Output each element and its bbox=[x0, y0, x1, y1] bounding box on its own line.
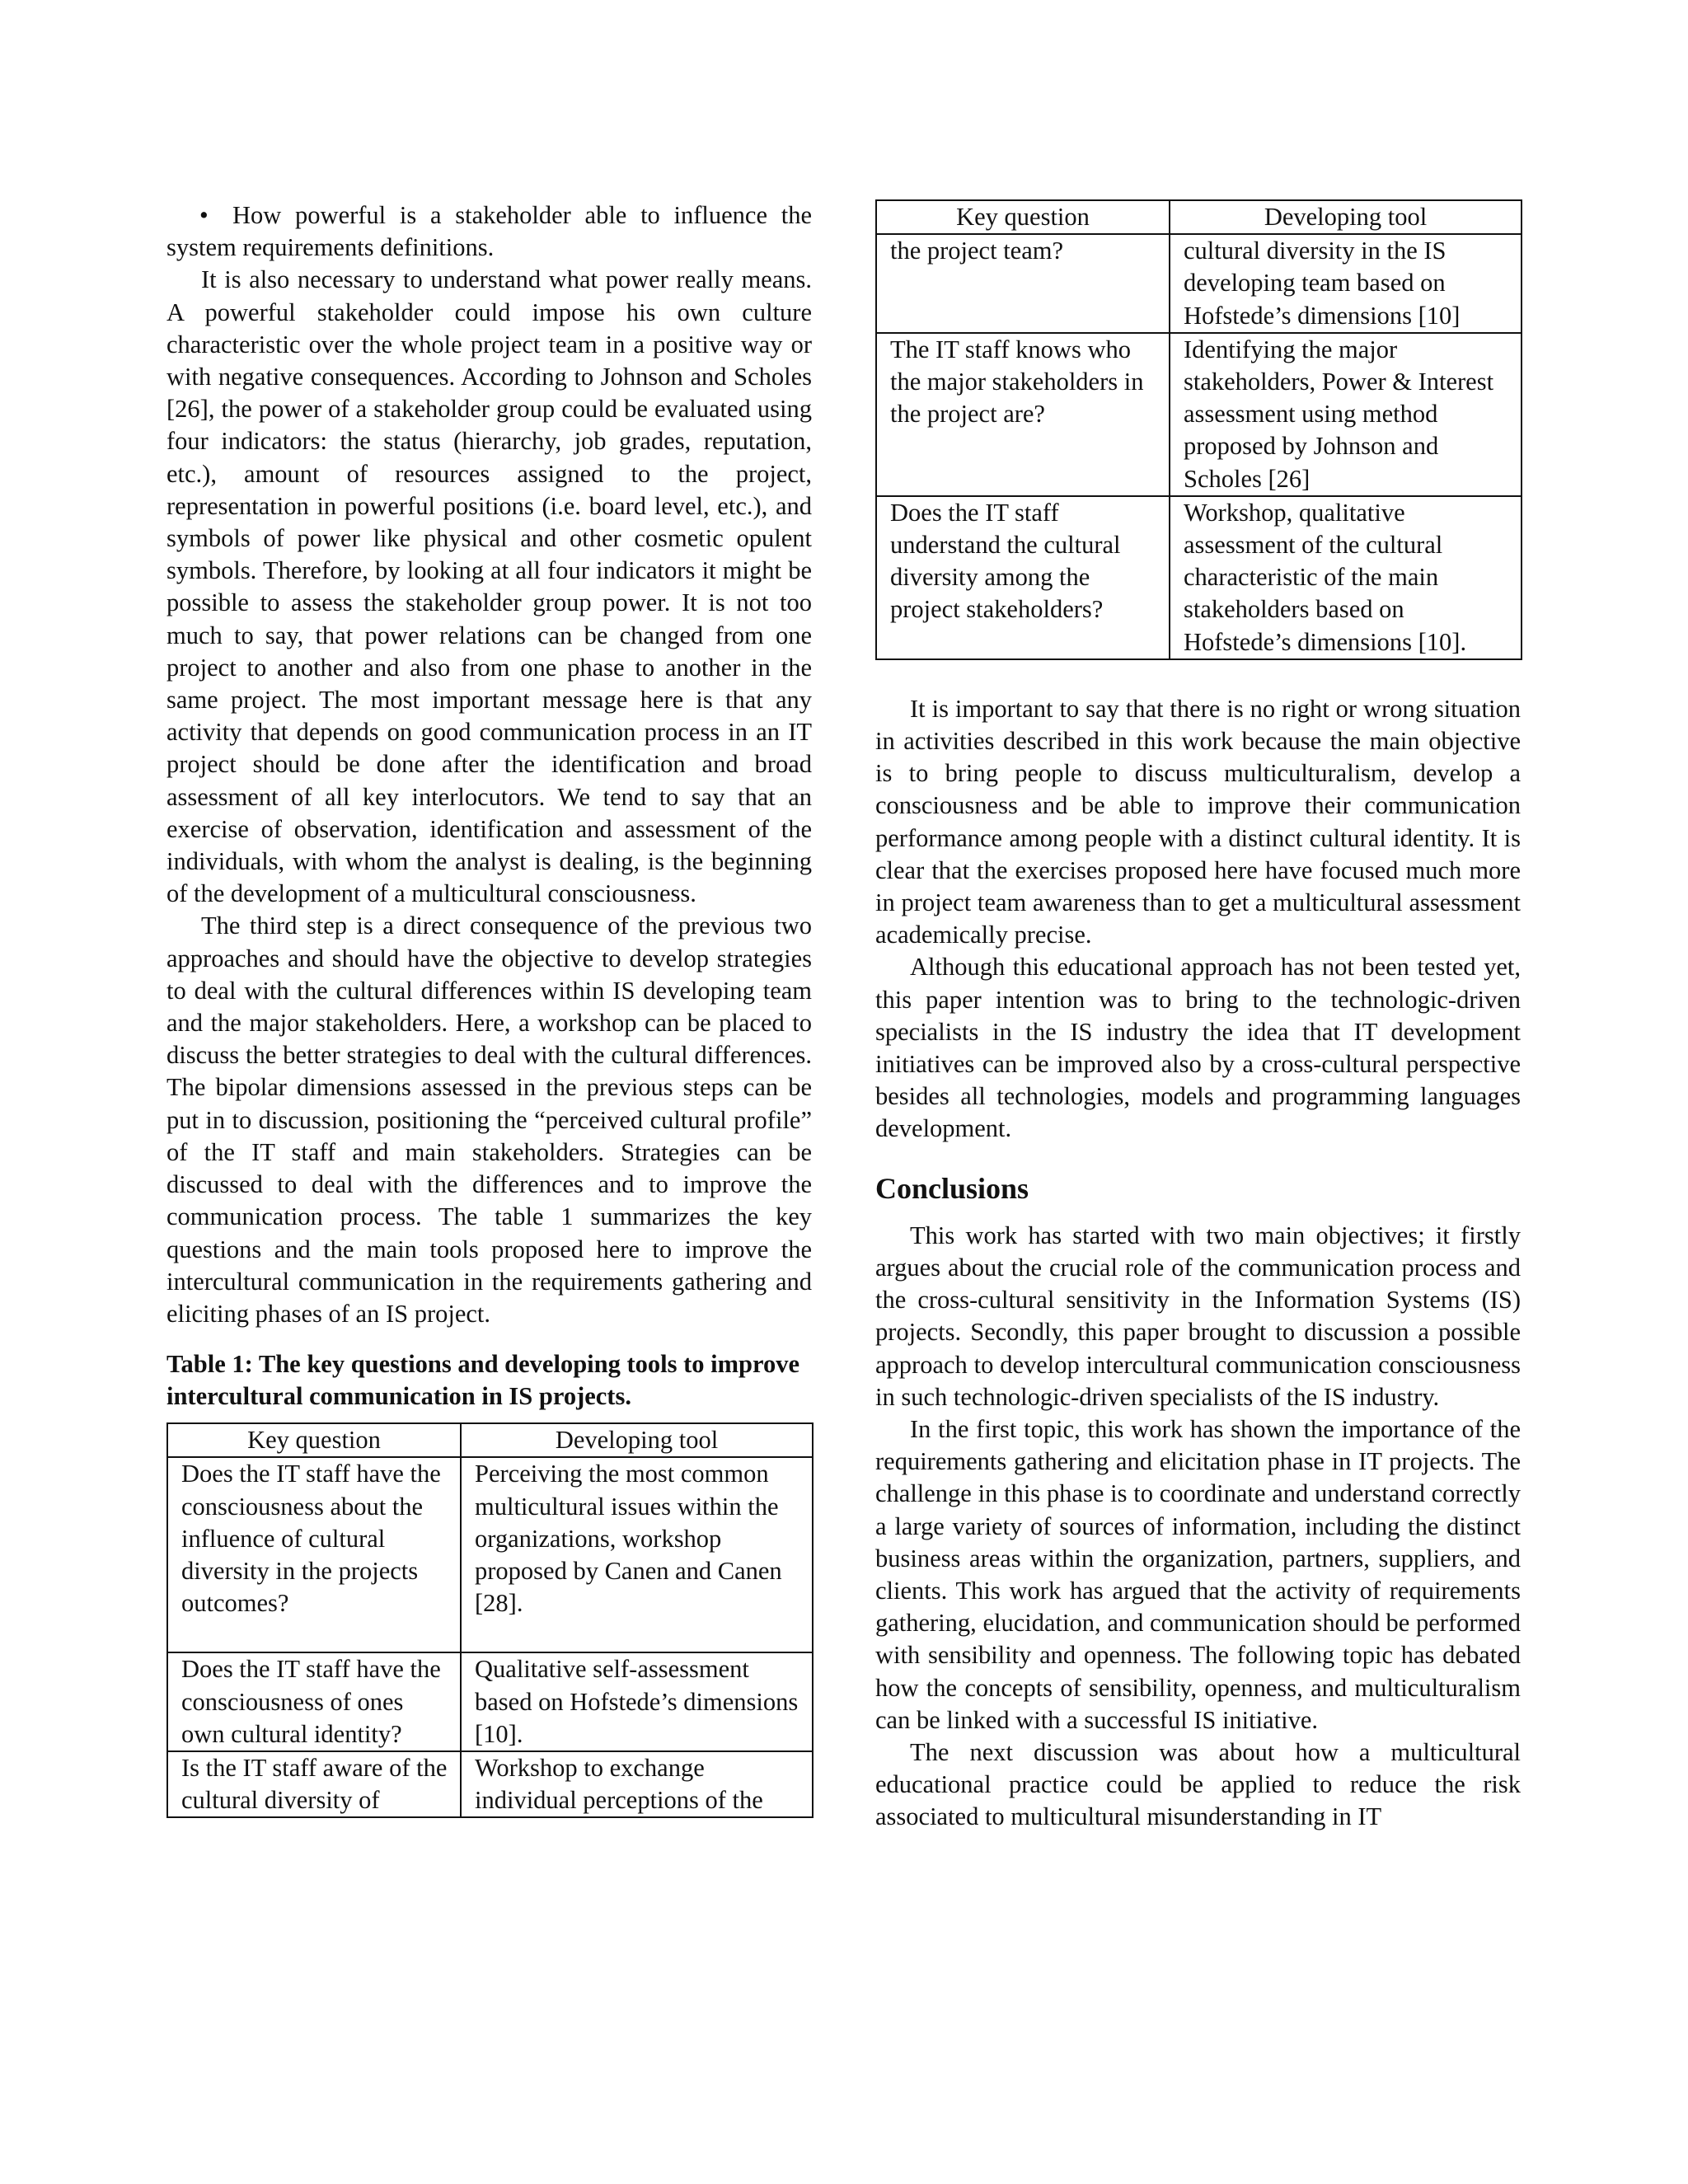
key-questions-table-continued bbox=[875, 199, 1522, 660]
conclusions-paragraph: The next discussion was about how a multicultural educational practice could be applied to reduce the risk associated to multicultural misunderstanding in IT bbox=[875, 1737, 1521, 1831]
table-cell: Does the IT staff have the consciousness of ones own cultural identity? bbox=[167, 1652, 461, 1751]
table-cell: cultural diversity in the IS developing team based on Hofstede’s dimensions [10] bbox=[1170, 234, 1522, 333]
bullet-mark: • bbox=[199, 201, 209, 229]
table-cell: The IT staff knows who the major stakeholders in the project are? bbox=[876, 333, 1170, 496]
table-cell: Does the IT staff have the consciousness about the influence of cultural diversity in the projects outcomes? bbox=[167, 1457, 461, 1652]
table-cell: Identifying the major stakeholders, Power & Interest assessment using method proposed by Johnson and Scholes [26] bbox=[1170, 333, 1522, 496]
conclusions-paragraph: This work has started with two main objectives; it firstly argues about the crucial role of the communication process and the cross-cultural sensitivity in the Information Systems (IS) projects. Secondly, this paper brought to discussion a possible approach to develop intercultural communication consciousness in such technologic-driven specialists of the IS industry. bbox=[875, 1221, 1521, 1411]
table-header-cell: Key question bbox=[876, 200, 1170, 234]
table-row bbox=[167, 1751, 813, 1817]
table-row bbox=[167, 1652, 813, 1751]
table-cell: Perceiving the most common multicultural issues within the organizations, workshop proposed by Canen and Canen [28]. bbox=[461, 1457, 813, 1652]
table-cell: Is the IT staff aware of the cultural diversity of bbox=[167, 1751, 461, 1817]
table-row bbox=[167, 1457, 813, 1652]
key-questions-table bbox=[166, 1422, 814, 1818]
table-header-cell: Developing tool bbox=[461, 1423, 813, 1457]
table-header-cell: Developing tool bbox=[1170, 200, 1522, 234]
section-heading: Conclusions bbox=[875, 1171, 1029, 1205]
table-cell: Workshop to exchange individual perceptions of the bbox=[461, 1751, 813, 1817]
table-header-cell: Key question bbox=[167, 1423, 461, 1457]
body-paragraph: The third step is a direct consequence of the previous two approaches and should have the objective to develop strategies to deal with the cultural differences within IS developing team and the major stakeholders. Here, a workshop can be placed to discuss the better strategies to deal with the cultural differences. The bipolar dimensions assessed in the previous steps can be put in to discussion, positioning the “perceived cultural profile” of the IT staff and main stakeholders. Strategies can be discussed to deal with the differences and to improve the communication process. The table 1 summarizes the key questions and the main tools proposed here to improve the intercultural communication in the requirements gathering and eliciting phases of an IS project. bbox=[166, 912, 812, 1328]
body-paragraph: It is important to say that there is no right or wrong situation in activities described in this work because the main objective is to bring people to discuss multiculturalism, develop a consciousness and be able to improve their communication performance among people with a distinct cultural identity. It is clear that the exercises proposed here have focused much more in project team awareness than to get a multicultural assessment academically precise. bbox=[875, 694, 1521, 949]
table-row bbox=[876, 333, 1522, 496]
table-cell: Workshop, qualitative assessment of the cultural characteristic of the main stakeholders based on Hofstede’s dimensions [10]. bbox=[1170, 496, 1522, 659]
conclusions-paragraph: In the first topic, this work has shown the importance of the requirements gathering and elicitation phase in IT projects. The challenge in this phase is to coordinate and understand correctly a large variety of sources of information, including the distinct business areas within the organization, partners, suppliers, and clients. This work has argued that the activity of requirements gathering, elucidation, and communication should be performed with sensibility and openness. The following topic has debated how the concepts of sensibility, openness, and multiculturalism can be linked with a successful IS initiative. bbox=[875, 1414, 1521, 1734]
table-row bbox=[876, 234, 1522, 333]
table-cell: Qualitative self-assessment based on Hofstede’s dimensions [10]. bbox=[461, 1652, 813, 1751]
table-cell: Does the IT staff understand the cultural diversity among the project stakeholders? bbox=[876, 496, 1170, 659]
table-cell: the project team? bbox=[876, 234, 1170, 333]
table-row bbox=[876, 496, 1522, 659]
table-header-row bbox=[167, 1423, 813, 1457]
bullet-item bbox=[166, 199, 812, 264]
table-caption: Table 1: The key questions and developing tools to improve intercultural communication in IS projects. bbox=[166, 1350, 799, 1411]
body-paragraph: It is also necessary to understand what power really means. A powerful stakeholder could impose his own culture characteristic over the whole project team in a positive way or with negative consequences. According to Johnson and Scholes [26], the power of a stakeholder group could be evaluated using four indicators: the status (hierarchy, job grades, reputation, etc.), amount of resources assigned to the project, representation in powerful positions (i.e. board level, etc.), and symbols of power like physical and other cosmetic opulent symbols. Therefore, by looking at all four indicators it might be possible to assess the stakeholder group power. It is not too much to say, that power relations can be changed from one project to another and also from one phase to another in the same project. The most important message here is that any activity that depends on good communication process in an IT project should be done after the identification and broad assessment of all key interlocutors. We tend to say that an exercise of observation, identification and assessment of the individuals, with whom the analyst is dealing, is the beginning of the development of a multicultural consciousness. bbox=[166, 265, 812, 908]
body-paragraph: Although this educational approach has not been tested yet, this paper intention was to bring to the technologic-driven specialists in the IS industry the idea that IT development initiatives can be improved also by a cross-cultural perspective besides all technologies, models and programming languages development. bbox=[875, 953, 1521, 1143]
right-column bbox=[875, 199, 1521, 1834]
spacer bbox=[875, 660, 1521, 693]
left-column bbox=[166, 199, 812, 1818]
table-header-row bbox=[876, 200, 1522, 234]
bullet-text: How powerful is a stakeholder able to influence the system requirements definitions. bbox=[166, 201, 812, 262]
